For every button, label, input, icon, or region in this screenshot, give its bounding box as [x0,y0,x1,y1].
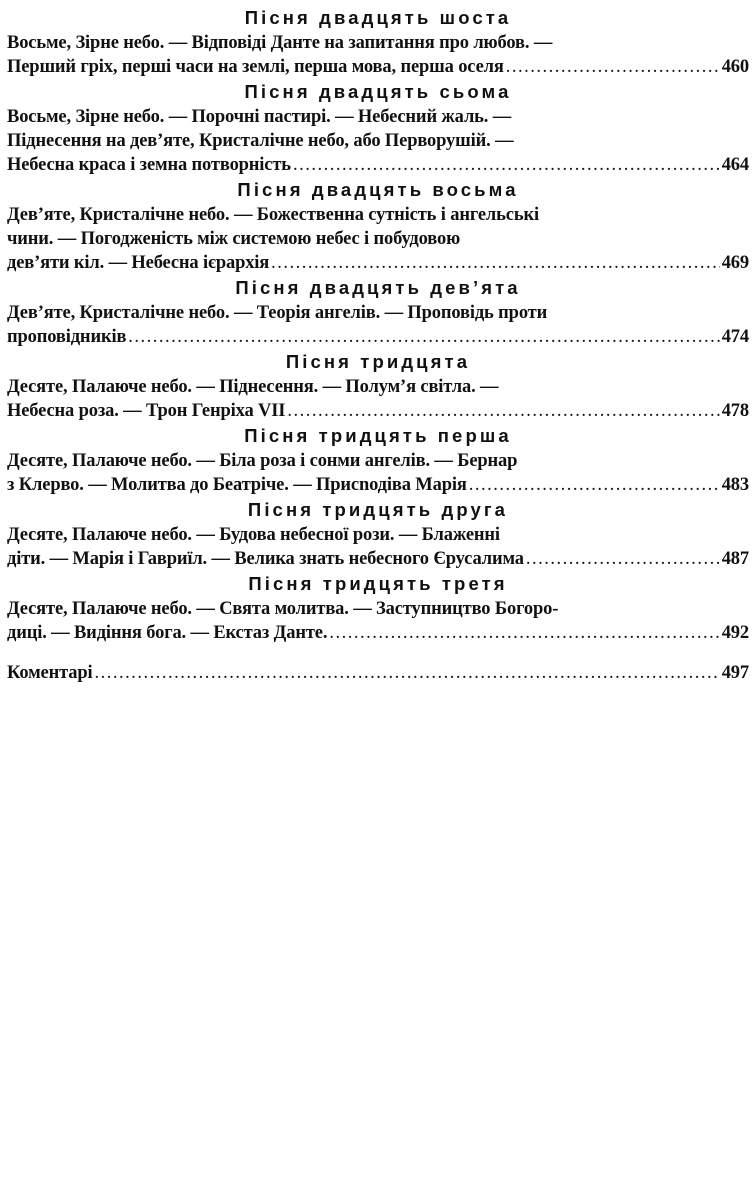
page-number: 469 [721,253,749,273]
entry-line: Дев’яте, Кристалічне небо. — Теорія ангелів. — Проповідь проти [7,303,548,323]
dot-leader [526,547,720,571]
entry-last-line [7,547,749,571]
entry-line: Десяте, Палаюче небо. — Біла роза і сонми ангелів. — Бернар [7,451,518,471]
spacer [7,645,749,661]
toc-section [7,423,749,497]
dot-leader [506,55,720,79]
entry-last-line [7,251,749,275]
entry-line: Дев’яте, Кристалічне небо. — Божественна сутність і ангельські [7,205,539,225]
table-of-contents [7,5,749,685]
dot-leader [95,661,720,685]
dot-leader [271,251,720,275]
section-heading: Пісня двадцять шоста [244,7,512,28]
entry-line: Десяте, Палаюче небо. — Піднесення. — Полум’я світла. — [7,377,499,397]
entry-last-line [7,325,749,349]
entry-text: з Клерво. — Молитва до Беатріче. — Присnодіва Марія [7,475,467,495]
entry-text: Перший гріх, перші часи на землі, перша мова, перша оселя [7,57,504,77]
section-heading: Пісня тридцять перша [244,425,512,446]
entry-line: Десяте, Палаюче небо. — Будова небесної рози. — Блаженні [7,525,500,545]
page-number: 464 [721,155,749,175]
entry-text: Небесна роза. — Трон Генріха VII [7,401,286,421]
entry-line: Десяте, Палаюче небо. — Свята молитва. — Заступництво Богоро- [7,599,559,619]
dot-leader [329,621,719,645]
entry-text: діти. — Марія і Гавриїл. — Велика знать небесного Єрусалима [7,549,524,569]
dot-leader [293,153,720,177]
entry-text: дев’яти кіл. — Небесна ієрархія [7,253,270,273]
entry-line: Восьме, Зірне небо. — Порочні пастирі. — Небесний жаль. — [7,107,512,127]
entry-last-line [7,621,749,645]
section-heading: Пісня двадцять восьма [237,179,519,200]
entry-last-line [7,153,749,177]
page-number: 497 [721,663,749,683]
toc-section [7,571,749,645]
page-number: 487 [721,549,749,569]
entry-last-line [7,473,749,497]
entry-line: Піднесення на дев’яте, Кристалічне небо, або Перворушій. — [7,131,514,151]
page-number: 478 [721,401,749,421]
section-heading: Пісня тридцять друга [247,499,509,520]
toc-section [7,5,749,79]
dot-leader [128,325,719,349]
entry-line: Восьме, Зірне небо. — Відповіді Данте на запитання про любов. — [7,33,553,53]
toc-section [7,349,749,423]
toc-section [7,497,749,571]
section-heading: Пісня двадцять сьома [244,81,512,102]
toc-section [7,275,749,349]
section-heading: Пісня тридцять третя [248,573,508,594]
toc-section [7,177,749,275]
toc-section [7,79,749,177]
entry-text: Коментарі [7,663,93,683]
entry-text: Небесна краса і земна потворність [7,155,291,175]
dot-leader [287,399,719,423]
page-number: 483 [721,475,749,495]
page-number: 460 [721,57,749,77]
entry-line: чини. — Погодженість між системою небес і побудовою [7,229,461,249]
entry-text: диці. — Видіння бога. — Екстаз Данте. [7,623,328,643]
entry-last-line [7,399,749,423]
page-number: 474 [721,327,749,347]
section-heading: Пісня двадцять дев’ята [235,277,521,298]
commentary-entry [7,661,749,685]
section-heading: Пісня тридцята [285,351,471,372]
dot-leader [469,473,720,497]
entry-text: проповідників [7,327,127,347]
page-number: 492 [721,623,749,643]
entry-last-line [7,55,749,79]
